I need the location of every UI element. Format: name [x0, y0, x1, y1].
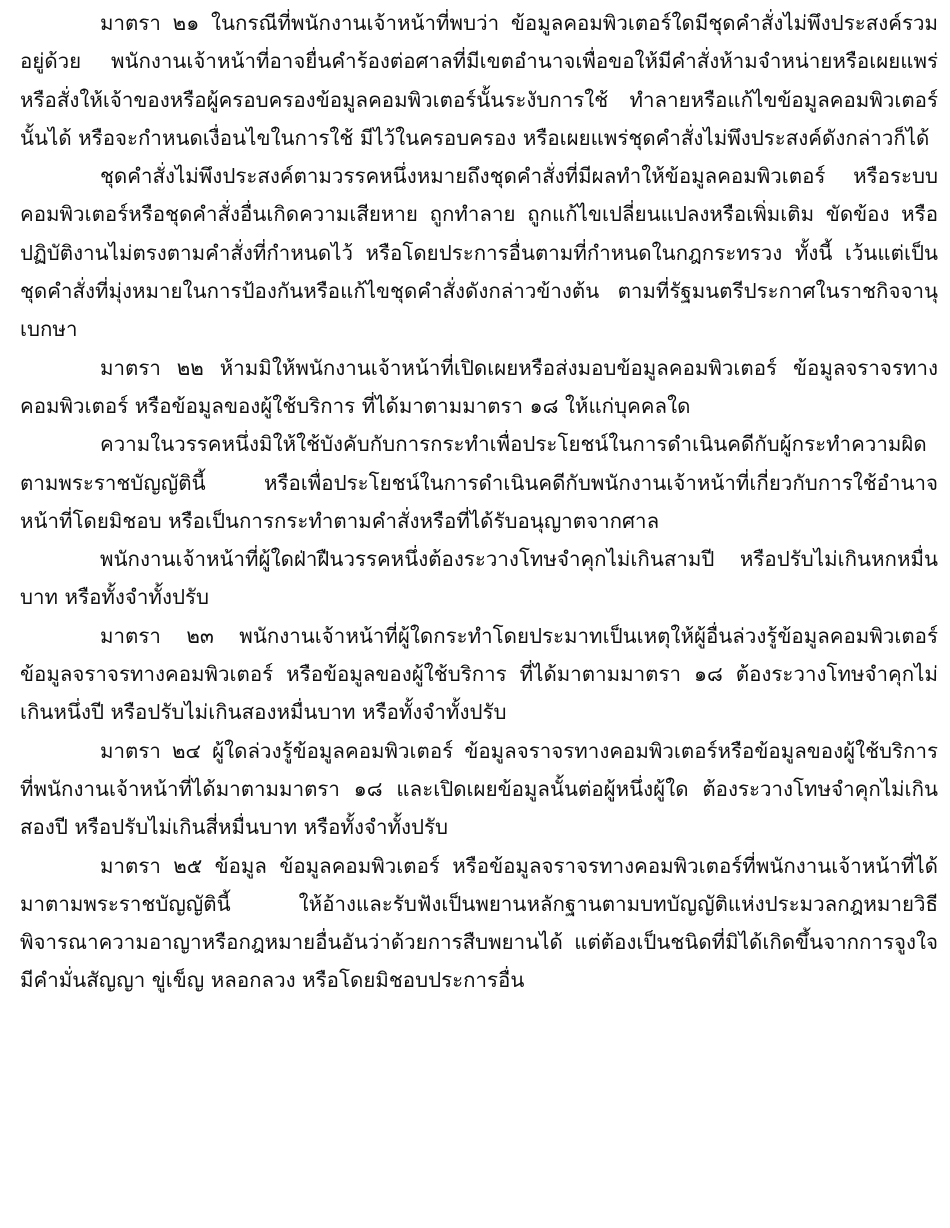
section-25-paragraph: มาตรา ๒๕ ข้อมูล ข้อมูลคอมพิวเตอร์ หรือข้อมูลจราจรทางคอมพิวเตอร์ที่พนักงานเจ้าหน้าที่ได้มาตามพระราชบัญญัตินี้ ให้อ้างและรับฟังเป็นพยานหลักฐานตามบทบัญญัติแห่งประมวลกฎหมายวิธีพิจารณาความอาญาหรือกฎหมายอื่นอันว่าด้วยการสืบพยานได้ แต่ต้องเป็นชนิดที่มิได้เกิดขึ้นจากการจูงใจ มีคำมั่นสัญญา ขู่เข็ญ หลอกลวง หรือโดยมิชอบประการอื่น	[20, 853, 938, 993]
section-21-paragraph: มาตรา ๒๑ ในกรณีที่พนักงานเจ้าหน้าที่พบว่า ข้อมูลคอมพิวเตอร์ใดมีชุดคำสั่งไม่พึงประสงค์รวมอยู่ด้วย พนักงานเจ้าหน้าที่อาจยื่นคำร้องต่อศาลที่มีเขตอำนาจเพื่อขอให้มีคำสั่งห้ามจำหน่ายหรือเผยแพร่ หรือสั่งให้เจ้าของหรือผู้ครอบครองข้อมูลคอมพิวเตอร์นั้นระงับการใช้ ทำลายหรือแก้ไขข้อมูลคอมพิวเตอร์นั้นได้ หรือจะกำหนดเงื่อนไขในการใช้ มีไว้ในครอบครอง หรือเผยแพร่ชุดคำสั่งไม่พึงประสงค์ดังกล่าวก็ได้	[20, 11, 938, 150]
section-23-paragraph: มาตรา ๒๓ พนักงานเจ้าหน้าที่ผู้ใดกระทำโดยประมาทเป็นเหตุให้ผู้อื่นล่วงรู้ข้อมูลคอมพิวเตอร์ ข้อมูลจราจรทางคอมพิวเตอร์ หรือข้อมูลของผู้ใช้บริการ ที่ได้มาตามมาตรา ๑๘ ต้องระวางโทษจำคุกไม่เกินหนึ่งปี หรือปรับไม่เกินสองหมื่นบาท หรือทั้งจำทั้งปรับ	[20, 623, 938, 725]
section-24-paragraph: มาตรา ๒๔ ผู้ใดล่วงรู้ข้อมูลคอมพิวเตอร์ ข้อมูลจราจรทางคอมพิวเตอร์หรือข้อมูลของผู้ใช้บริการ ที่พนักงานเจ้าหน้าที่ได้มาตามมาตรา ๑๘ และเปิดเผยข้อมูลนั้นต่อผู้หนึ่งผู้ใด ต้องระวางโทษจำคุกไม่เกินสองปี หรือปรับไม่เกินสี่หมื่นบาท หรือทั้งจำทั้งปรับ	[20, 738, 938, 840]
section-22-penalty-paragraph: พนักงานเจ้าหน้าที่ผู้ใดฝ่าฝืนวรรคหนึ่งต้องระวางโทษจำคุกไม่เกินสามปี หรือปรับไม่เกินหกหมื่นบาท หรือทั้งจำทั้งปรับ	[20, 547, 938, 610]
section-22-paragraph: มาตรา ๒๒ ห้ามมิให้พนักงานเจ้าหน้าที่เปิดเผยหรือส่งมอบข้อมูลคอมพิวเตอร์ ข้อมูลจราจรทางคอมพิวเตอร์ หรือข้อมูลของผู้ใช้บริการ ที่ได้มาตามมาตรา ๑๘ ให้แก่บุคคลใด	[20, 355, 938, 418]
section-22-exception-paragraph: ความในวรรคหนึ่งมิให้ใช้บังคับกับการกระทำเพื่อประโยชน์ในการดำเนินคดีกับผู้กระทำความผิดตามพระราชบัญญัตินี้ หรือเพื่อประโยชน์ในการดำเนินคดีกับพนักงานเจ้าหน้าที่เกี่ยวกับการใช้อำนาจหน้าที่โดยมิชอบ หรือเป็นการกระทำตามคำสั่งหรือที่ได้รับอนุญาตจากศาล	[20, 432, 938, 533]
section-21-definition-paragraph: ชุดคำสั่งไม่พึงประสงค์ตามวรรคหนึ่งหมายถึงชุดคำสั่งที่มีผลทำให้ข้อมูลคอมพิวเตอร์ หรือระบบคอมพิวเตอร์หรือชุดคำสั่งอื่นเกิดความเสียหาย ถูกทำลาย ถูกแก้ไขเปลี่ยนแปลงหรือเพิ่มเติม ขัดข้อง หรือปฏิบัติงานไม่ตรงตามคำสั่งที่กำหนดไว้ หรือโดยประการอื่นตามที่กำหนดในกฎกระทรวง ทั้งนี้ เว้นแต่เป็นชุดคำสั่งที่มุ่งหมายในการป้องกันหรือแก้ไขชุดคำสั่งดังกล่าวข้างต้น ตามที่รัฐมนตรีประกาศในราชกิจจานุเบกษา	[20, 164, 938, 342]
